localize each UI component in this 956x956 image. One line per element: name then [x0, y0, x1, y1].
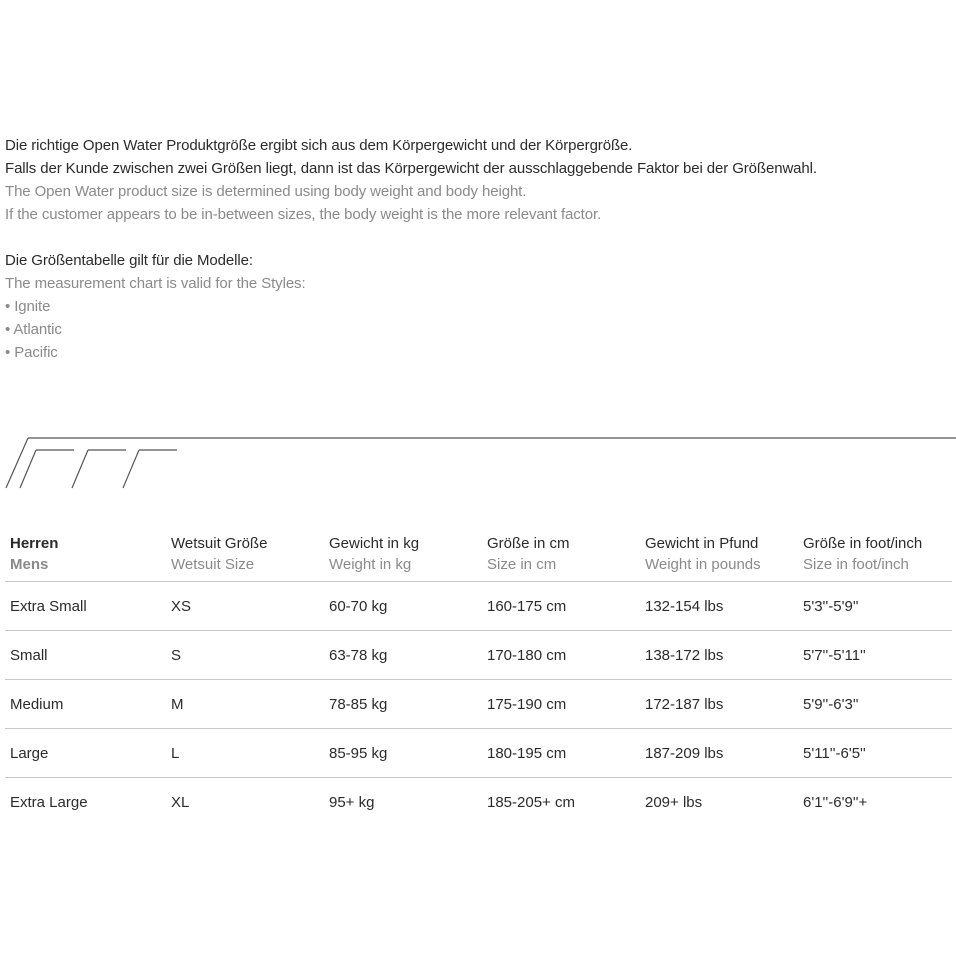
cell-weight-kg: 60-70 kg	[329, 597, 388, 615]
table-row	[5, 729, 952, 778]
cell-weight-kg: 95+ kg	[329, 793, 375, 811]
cell-size-name: Small	[10, 646, 48, 664]
decorative-slash-lines	[0, 430, 956, 495]
header-en: Wetsuit Size	[171, 556, 255, 573]
intro-en-line-2: If the customer appears to be in-between sizes, the body weight is the more relevant factor.	[5, 206, 602, 223]
cell-size-ft-in: 5'7''-5'11''	[803, 646, 866, 664]
size-table	[5, 533, 952, 826]
style-item-atlantic: • Atlantic	[5, 321, 62, 338]
cell-size-ft-in: 6'1''-6'9''+	[803, 793, 868, 811]
table-row	[5, 680, 952, 729]
intro-section	[5, 134, 945, 364]
style-item-pacific: • Pacific	[5, 344, 58, 361]
cell-weight-kg: 63-78 kg	[329, 646, 388, 664]
cell-size-name: Extra Small	[10, 597, 87, 615]
header-de: Herren	[10, 535, 59, 552]
cell-weight-lbs: 187-209 lbs	[645, 744, 724, 762]
cell-size-cm: 180-195 cm	[487, 744, 567, 762]
header-de: Größe in foot/inch	[803, 535, 923, 552]
header-en: Mens	[10, 556, 49, 573]
style-item-ignite: • Ignite	[5, 298, 51, 315]
header-mens	[5, 533, 166, 581]
cell-weight-lbs: 209+ lbs	[645, 793, 703, 811]
cell-weight-lbs: 138-172 lbs	[645, 646, 724, 664]
table-row	[5, 631, 952, 680]
cell-size-ft-in: 5'9''-6'3''	[803, 695, 859, 713]
header-de: Gewicht in kg	[329, 535, 420, 552]
styles-list	[5, 249, 945, 364]
cell-wetsuit-size: S	[171, 646, 182, 664]
cell-wetsuit-size: XL	[171, 793, 190, 811]
header-weight-lbs	[640, 533, 798, 581]
cell-size-cm: 185-205+ cm	[487, 793, 575, 811]
header-en: Weight in pounds	[645, 556, 761, 573]
styles-heading-de: Die Größentabelle gilt für die Modelle:	[5, 252, 253, 269]
cell-wetsuit-size: XS	[171, 597, 192, 615]
cell-wetsuit-size: L	[171, 744, 180, 762]
table-header	[5, 533, 952, 582]
header-size-cm	[482, 533, 640, 581]
cell-weight-kg: 78-85 kg	[329, 695, 388, 713]
cell-weight-kg: 85-95 kg	[329, 744, 388, 762]
cell-size-name: Large	[10, 744, 49, 762]
header-de: Wetsuit Größe	[171, 535, 268, 552]
table-row	[5, 778, 952, 826]
styles-heading-en: The measurement chart is valid for the Styles:	[5, 275, 306, 292]
cell-weight-lbs: 172-187 lbs	[645, 695, 724, 713]
header-size-ft-in	[798, 533, 952, 581]
intro-de-line-1: Die richtige Open Water Produktgröße ergibt sich aus dem Körpergewicht und der Körpergröße.	[5, 137, 633, 154]
cell-size-ft-in: 5'3''-5'9''	[803, 597, 859, 615]
header-en: Size in cm	[487, 556, 557, 573]
cell-size-name: Extra Large	[10, 793, 88, 811]
header-en: Weight in kg	[329, 556, 412, 573]
cell-size-name: Medium	[10, 695, 64, 713]
header-de: Größe in cm	[487, 535, 570, 552]
header-wetsuit-size	[166, 533, 324, 581]
cell-size-cm: 170-180 cm	[487, 646, 567, 664]
cell-weight-lbs: 132-154 lbs	[645, 597, 724, 615]
header-en: Size in foot/inch	[803, 556, 909, 573]
cell-size-cm: 175-190 cm	[487, 695, 567, 713]
intro-en-line-1: The Open Water product size is determined using body weight and body height.	[5, 183, 527, 200]
cell-size-cm: 160-175 cm	[487, 597, 567, 615]
spacer	[5, 226, 945, 249]
intro-de-line-2: Falls der Kunde zwischen zwei Größen liegt, dann ist das Körpergewicht der ausschlaggebende Faktor bei der Größenwahl.	[5, 160, 817, 177]
table-row	[5, 582, 952, 631]
cell-size-ft-in: 5'11''-6'5''	[803, 744, 866, 762]
header-weight-kg	[324, 533, 482, 581]
cell-wetsuit-size: M	[171, 695, 184, 713]
header-de: Gewicht in Pfund	[645, 535, 759, 552]
